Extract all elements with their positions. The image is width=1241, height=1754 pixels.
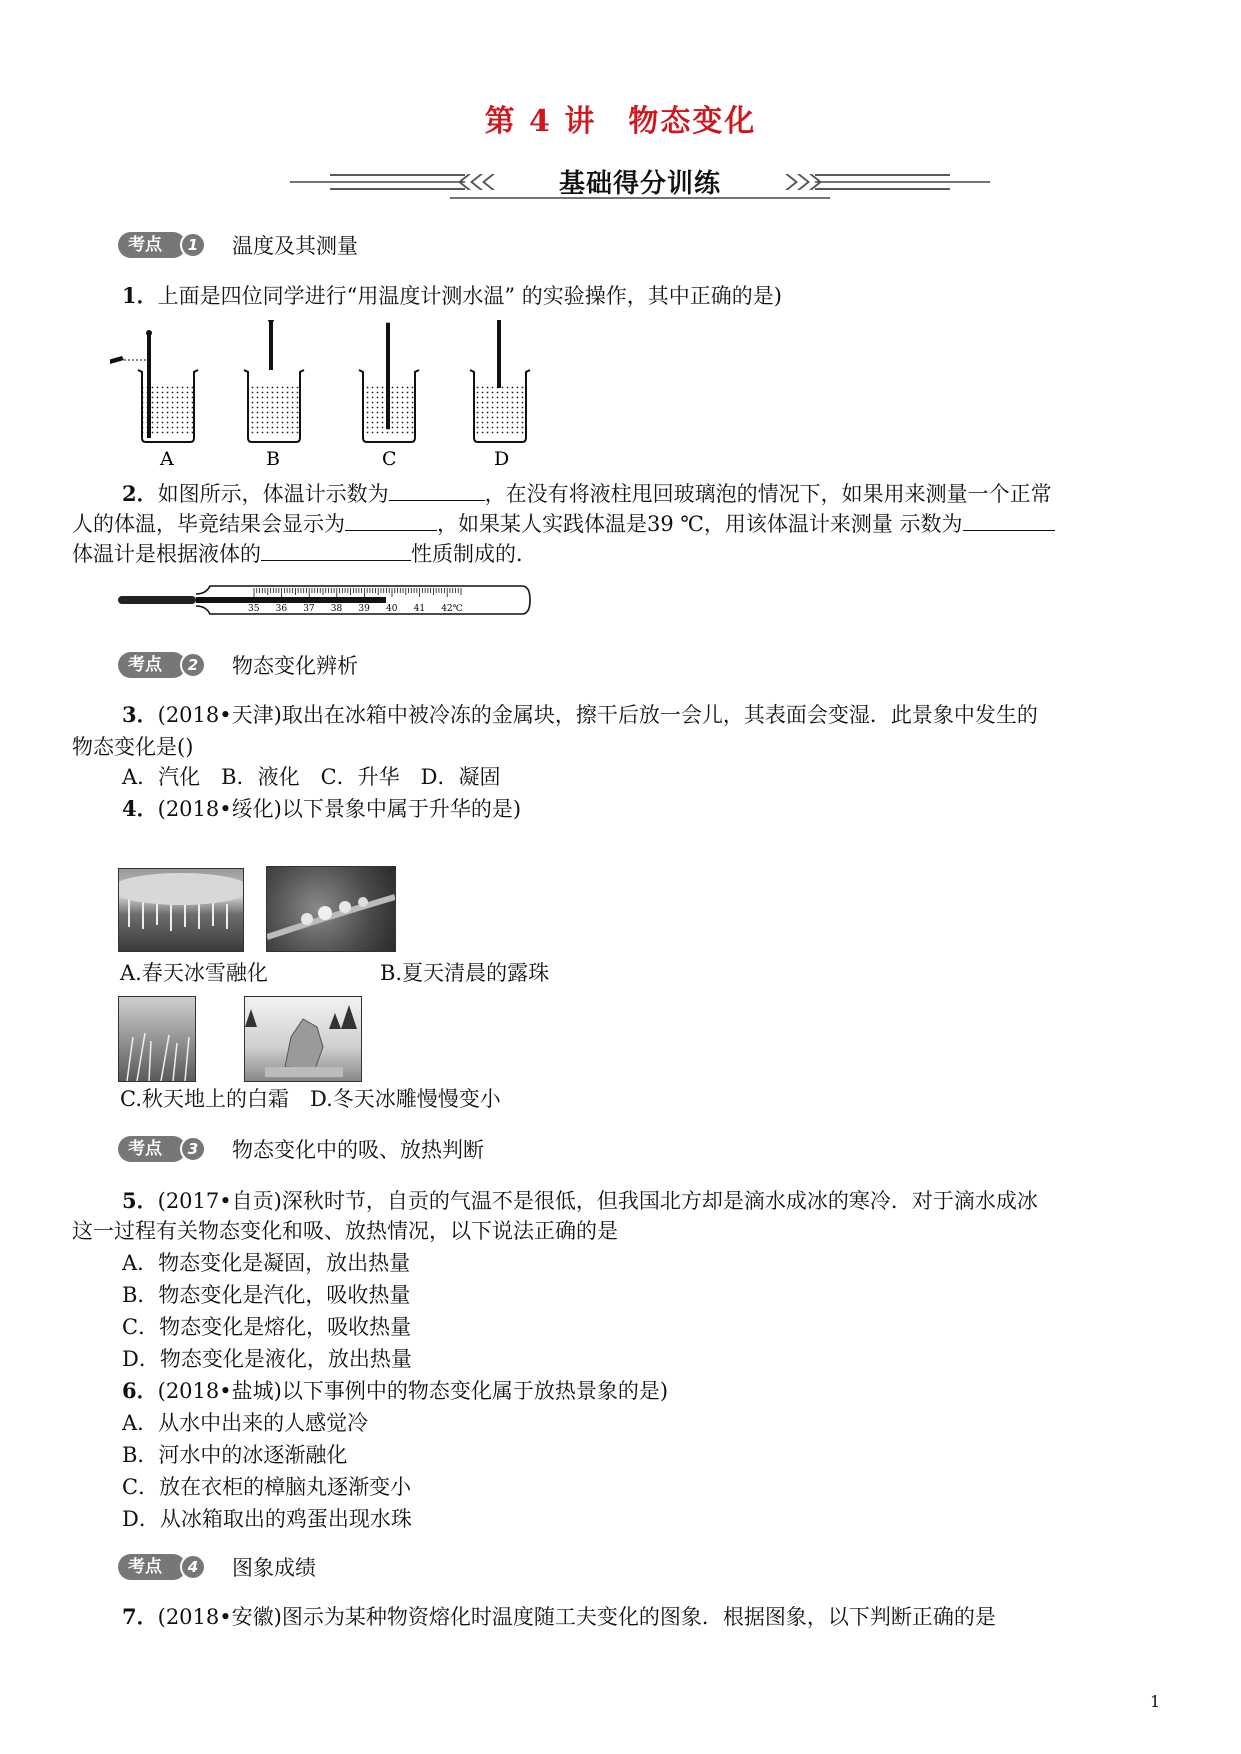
question-6-option: B．河水中的冰逐渐融化 [122, 1443, 348, 1467]
photo-melting-ice [118, 868, 244, 952]
answer-blank[interactable] [389, 478, 485, 501]
question-3-line-2: 物态变化是() [72, 735, 194, 759]
photo-dew-drops [266, 866, 396, 952]
question-6-option: C．放在衣柜的樟脑丸逐渐变小 [122, 1475, 412, 1499]
section-badge: 考点 2 [118, 652, 208, 678]
question-1: 1．上面是四位同学进行“用温度计测水温” 的实验操作，其中正确的是) [122, 283, 782, 308]
question-2-line-1: 2．如图所示，体温计示数为 ，在没有将液柱甩回玻璃泡的情况下，如果用来测量一个正常 [122, 478, 1052, 509]
label-b: B [266, 448, 280, 470]
section-badge: 考点 3 [118, 1136, 208, 1162]
caption-cd: C.秋天地上的白霜 D.冬天冰雕慢慢变小 [120, 1087, 501, 1111]
section-heading-3 [118, 1136, 484, 1162]
question-3-line-1: 3．(2018•天津)取出在冰箱中被冷冻的金属块，擦干后放一会儿，其表面会变湿．此景象中发生的 [122, 702, 1038, 727]
question-5-line-1: 5．(2017•自贡)深秋时节，自贡的气温不是很低，但我国北方却是滴水成冰的寒冷．对于滴水成冰 [122, 1188, 1038, 1213]
scale-label: 35 [248, 604, 260, 614]
scale-label: 41 [413, 604, 426, 614]
question-5-option: B．物态变化是汽化，吸收热量 [122, 1283, 411, 1307]
beaker-b [236, 320, 304, 470]
caption-b: B.夏天清晨的露珠 [380, 961, 550, 985]
beaker-d [462, 320, 530, 470]
scale-label: 38 [330, 604, 343, 614]
question-4: 4．(2018•绥化)以下景象中属于升华的是) [122, 796, 522, 821]
clinical-thermometer [118, 582, 538, 622]
question-5-option: C．物态变化是熔化，吸收热量 [122, 1315, 412, 1339]
label-d: D [494, 448, 510, 470]
scale-label: 36 [275, 604, 288, 614]
answer-blank[interactable] [963, 508, 1055, 531]
section-heading-4 [118, 1554, 316, 1580]
question-7: 7．(2018•安徽)图示为某种物资熔化时温度随工夫变化的图象．根据图象，以下判断正确的是 [122, 1604, 996, 1629]
section-heading-2 [118, 652, 358, 678]
question-6-option: D．从冰箱取出的鸡蛋出现水珠 [122, 1507, 412, 1531]
question-6-option: A．从水中出来的人感觉冷 [122, 1411, 369, 1435]
label-a: A [160, 448, 174, 470]
section-badge: 考点 4 [118, 1554, 208, 1580]
question-5-line-2: 这一过程有关物态变化和吸、放热情况，以下说法正确的是 [72, 1219, 618, 1243]
beaker-figure [110, 320, 630, 470]
question-2-line-2: 人的体温，毕竟结果会显示为 ，如果某人实践体温是39 ℃，用该体温计来测量 示数为 [72, 508, 1055, 539]
question-5-option: A．物态变化是凝固，放出热量 [122, 1251, 411, 1275]
beaker-a [110, 330, 198, 470]
scale-label: 39 [358, 604, 370, 614]
section-badge: 考点 1 [118, 232, 208, 258]
section-title: 物态变化辨析 [232, 654, 358, 678]
scale-label: 40 [386, 604, 398, 614]
answer-blank[interactable] [261, 538, 411, 561]
question-3-options: A．汽化 B．液化 C．升华 D．凝固 [122, 765, 501, 789]
answer-blank[interactable] [345, 508, 437, 531]
scale-label: 42℃ [441, 604, 463, 614]
beaker-c [350, 320, 419, 470]
question-5-option: D．物态变化是液化，放出热量 [122, 1347, 412, 1371]
question-6: 6．(2018•盐城)以下事例中的物态变化属于放热景象的是) [122, 1378, 669, 1403]
question-2-line-3: 体温计是根据液体的 性质制成的． [72, 538, 537, 569]
section-title: 图象成绩 [232, 1556, 316, 1580]
label-c: C [382, 448, 397, 470]
banner-label: 基础得分训练 [558, 169, 721, 199]
page-number: 1 [1150, 1692, 1161, 1711]
caption-a: A.春天冰雪融化 [120, 961, 268, 985]
section-heading-1 [118, 232, 358, 258]
section-title: 物态变化中的吸、放热判断 [232, 1138, 484, 1162]
section-title: 温度及其测量 [232, 234, 358, 258]
photo-frost [118, 996, 196, 1082]
scale-label: 37 [303, 604, 315, 614]
photo-ice-sculpture [244, 996, 362, 1082]
page-title: 第 4 讲 物态变化 [484, 104, 757, 139]
